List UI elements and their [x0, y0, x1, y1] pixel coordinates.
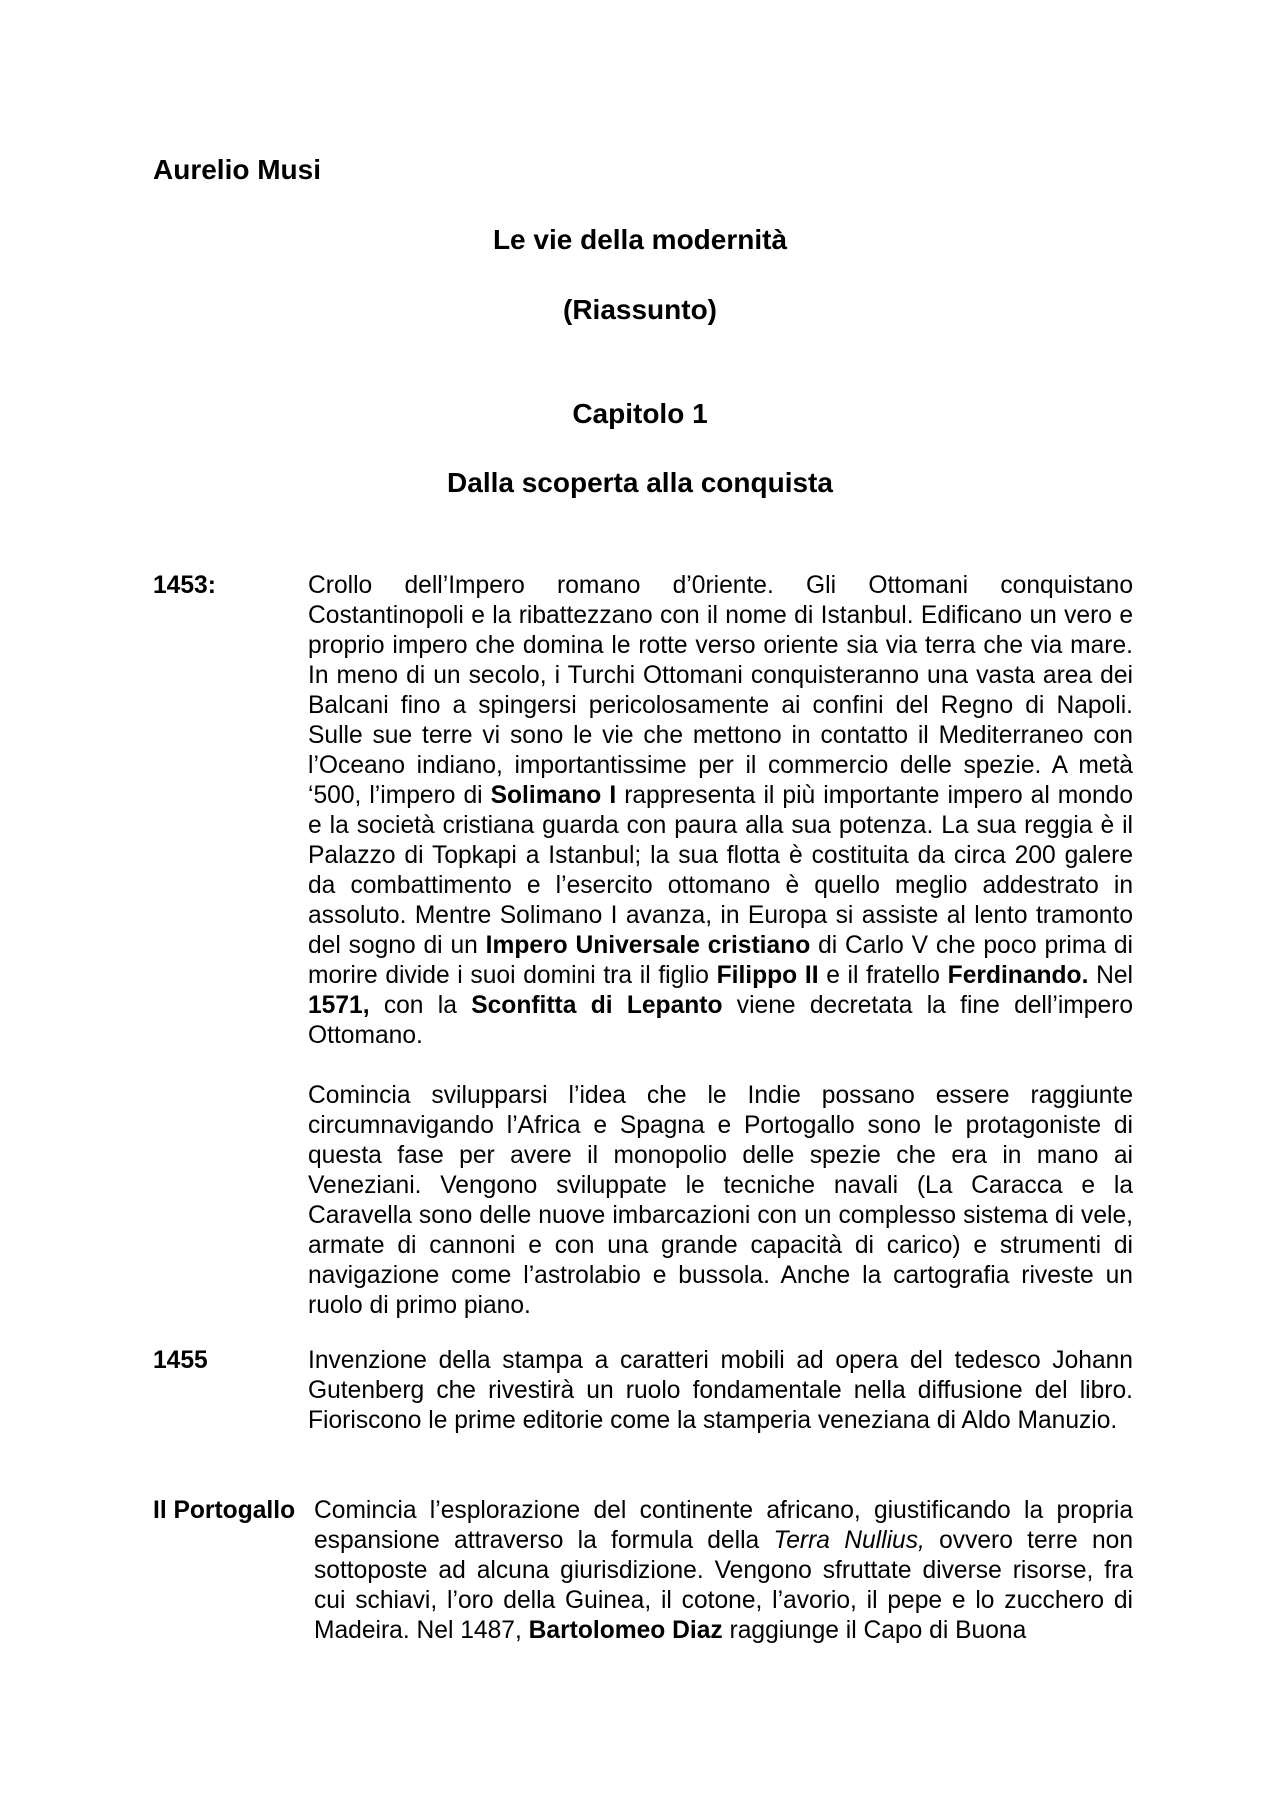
entry-body	[308, 1346, 1133, 1436]
paragraph	[308, 1346, 1133, 1436]
book-title: Le vie della modernità	[492, 224, 788, 255]
bold-text: 1571,	[308, 992, 370, 1019]
text-run: Nel	[1088, 962, 1133, 989]
text-run: Comincia svilupparsi l’idea che le Indie possano essere raggiunte circumnavigando l’Africa e Spagna e Portogallo sono le protagoniste di questa fase per avere il monopolio delle spezie che era in mano ai Veneziani. Vengono sviluppate le tecniche navali (La Caracca e la Caravella sono delle nuove imbarcazioni con un complesso sistema di vele, armate di cannoni e con una grande capacità di carico) e strumenti di navigazione come l’astrolabio e bussola. Anche la cartografia riveste un ruolo di primo piano.	[308, 1082, 1133, 1319]
paragraph	[314, 1496, 1133, 1646]
text-run: di Carlo V che poco prima di morire divide i suoi domini tra il figlio	[308, 932, 1133, 989]
entry-label: 1453:	[153, 572, 216, 599]
bold-text: Solimano I	[490, 782, 617, 809]
bold-text: Impero Universale cristiano	[485, 932, 811, 959]
bold-text: Sconfitta di Lepanto	[471, 992, 723, 1019]
text-run: Comincia l’esplorazione del continente africano, giustificando la propria espansione attraverso la formula della	[314, 1497, 1133, 1554]
paragraph	[308, 1081, 1133, 1321]
italic-text: Terra Nullius,	[773, 1527, 925, 1554]
entry-label: 1455	[153, 1347, 208, 1374]
text-run: Crollo dell’Impero romano d’0riente. Gli Ottomani conquistano Costantinopoli e la ribattezzano con il nome di Istanbul. Edificano un vero e proprio impero che domina le rotte verso oriente sia via terra che via mare. In meno di un secolo, i Turchi Ottomani conquisteranno una vasta area dei Balcani fino a spingersi pericolosamente ai confini del Regno di Napoli. Sulle sue terre vi sono le vie che mettono in contatto il Mediterraneo con l’Oceano indiano, importantissime per il commercio delle spezie. A metà ‘500, l’impero di	[308, 572, 1133, 809]
text-run: raggiunge il Capo di Buona	[722, 1617, 1027, 1644]
entry-portogallo	[153, 1496, 1133, 1646]
entry-body	[314, 1496, 1133, 1646]
paragraph	[308, 571, 1133, 1051]
author-name: Aurelio Musi	[153, 154, 322, 185]
text-run: ovvero terre non sottoposte ad alcuna giurisdizione. Vengono sfruttate diverse risorse, fra cui schiavi, l’oro della Guinea, il cotone, l’avorio, il pepe e lo zucchero di Madeira. Nel 1487,	[314, 1527, 1133, 1644]
text-run: con la	[369, 992, 472, 1019]
book-subtitle: (Riassunto)	[563, 294, 717, 325]
chapter-title: Dalla scoperta alla conquista	[447, 467, 833, 498]
entry-1455	[153, 1346, 1133, 1436]
bold-text: Ferdinando.	[947, 962, 1089, 989]
entry-body	[308, 571, 1133, 1321]
text-run: rappresenta il più importante impero al mondo e la società cristiana guarda con paura alla sua potenza. La sua reggia è il Palazzo di Topkapi a Istanbul; la sua flotta è costituita da circa 200 galere da combattimento e l’esercito ottomano è quello meglio addestrato in assoluto. Mentre Solimano I avanza, in Europa si assiste al lento tramonto del sogno di un	[308, 782, 1133, 959]
entry-1453	[153, 571, 1133, 1321]
bold-text: Bartolomeo Diaz	[528, 1617, 723, 1644]
text-run: e il fratello	[818, 962, 948, 989]
bold-text: Filippo II	[716, 962, 819, 989]
text-run: Invenzione della stampa a caratteri mobili ad opera del tedesco Johann Gutenberg che rivestirà un ruolo fondamentale nella diffusione del libro. Fioriscono le prime editorie come la stamperia veneziana di Aldo Manuzio.	[308, 1347, 1133, 1434]
chapter-number: Capitolo 1	[572, 398, 708, 429]
entry-label: Il Portogallo	[153, 1497, 296, 1524]
text-run: viene decretata la fine dell’impero Ottomano.	[308, 992, 1133, 1049]
